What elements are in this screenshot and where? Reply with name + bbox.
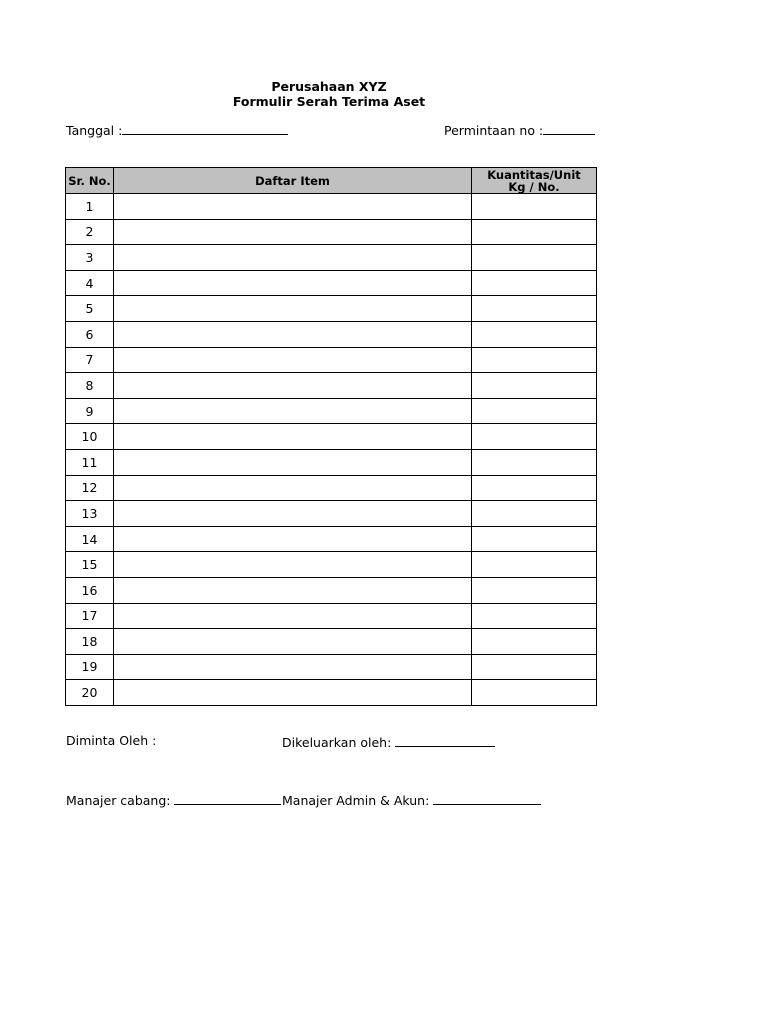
table-row (66, 552, 597, 578)
row-number-cell: 14 (66, 526, 114, 552)
items-table (65, 167, 597, 706)
table-row (66, 526, 597, 552)
item-cell[interactable] (114, 321, 472, 347)
quantity-cell[interactable] (472, 347, 597, 373)
item-cell[interactable] (114, 680, 472, 706)
table-row (66, 449, 597, 475)
request-no-blank-line[interactable] (543, 121, 595, 135)
item-cell[interactable] (114, 475, 472, 501)
row-number-cell: 12 (66, 475, 114, 501)
row-number-cell: 3 (66, 245, 114, 271)
row-number-cell: 2 (66, 219, 114, 245)
quantity-cell[interactable] (472, 245, 597, 271)
row-number-cell: 6 (66, 321, 114, 347)
table-row (66, 629, 597, 655)
item-cell[interactable] (114, 296, 472, 322)
table-row (66, 603, 597, 629)
col-header-sr-no: Sr. No. (66, 168, 114, 194)
row-number-cell: 4 (66, 270, 114, 296)
row-number-cell: 7 (66, 347, 114, 373)
item-cell[interactable] (114, 245, 472, 271)
table-row (66, 373, 597, 399)
item-cell[interactable] (114, 194, 472, 220)
table-row (66, 245, 597, 271)
company-name: Perusahaan XYZ (271, 79, 387, 94)
admin-manager-label: Manajer Admin & Akun: (282, 793, 430, 808)
col-header-quantity (472, 168, 597, 194)
item-cell[interactable] (114, 577, 472, 603)
branch-manager-field (66, 791, 281, 809)
item-cell[interactable] (114, 449, 472, 475)
request-no-label: Permintaan no : (444, 123, 544, 138)
table-row (66, 475, 597, 501)
table-row (66, 347, 597, 373)
quantity-cell[interactable] (472, 373, 597, 399)
quantity-cell[interactable] (472, 296, 597, 322)
request-no-field (444, 121, 595, 139)
item-cell[interactable] (114, 629, 472, 655)
item-cell[interactable] (114, 398, 472, 424)
table-row (66, 398, 597, 424)
item-cell[interactable] (114, 347, 472, 373)
quantity-cell[interactable] (472, 552, 597, 578)
row-number-cell: 20 (66, 680, 114, 706)
table-row (66, 680, 597, 706)
quantity-cell[interactable] (472, 321, 597, 347)
row-number-cell: 10 (66, 424, 114, 450)
issued-by-label: Dikeluarkan oleh: (282, 735, 392, 750)
quantity-cell[interactable] (472, 219, 597, 245)
quantity-cell[interactable] (472, 680, 597, 706)
row-number-cell: 1 (66, 194, 114, 220)
item-cell[interactable] (114, 270, 472, 296)
quantity-cell[interactable] (472, 629, 597, 655)
form-title: Formulir Serah Terima Aset (232, 94, 426, 109)
col-header-quantity-line1: Kuantitas/Unit (487, 167, 581, 182)
col-header-quantity-line2: Kg / No. (508, 179, 560, 194)
row-number-cell: 8 (66, 373, 114, 399)
quantity-cell[interactable] (472, 526, 597, 552)
branch-manager-label: Manajer cabang: (66, 793, 171, 808)
quantity-cell[interactable] (472, 654, 597, 680)
item-cell[interactable] (114, 603, 472, 629)
admin-manager-field (282, 791, 541, 809)
table-row (66, 501, 597, 527)
row-number-cell: 19 (66, 654, 114, 680)
table-row (66, 194, 597, 220)
row-number-cell: 15 (66, 552, 114, 578)
quantity-cell[interactable] (472, 449, 597, 475)
item-cell[interactable] (114, 373, 472, 399)
quantity-cell[interactable] (472, 194, 597, 220)
table-row (66, 424, 597, 450)
quantity-cell[interactable] (472, 501, 597, 527)
issued-by-field (282, 733, 495, 751)
row-number-cell: 18 (66, 629, 114, 655)
col-header-item-list: Daftar Item (114, 168, 472, 194)
row-number-cell: 17 (66, 603, 114, 629)
admin-manager-blank-line[interactable] (433, 791, 541, 805)
quantity-cell[interactable] (472, 424, 597, 450)
quantity-cell[interactable] (472, 398, 597, 424)
quantity-cell[interactable] (472, 270, 597, 296)
item-cell[interactable] (114, 219, 472, 245)
date-blank-line[interactable] (122, 121, 288, 135)
item-cell[interactable] (114, 552, 472, 578)
table-row (66, 270, 597, 296)
table-row (66, 654, 597, 680)
row-number-cell: 13 (66, 501, 114, 527)
branch-manager-blank-line[interactable] (174, 791, 281, 805)
requested-by-field (66, 733, 156, 749)
quantity-cell[interactable] (472, 475, 597, 501)
row-number-cell: 16 (66, 577, 114, 603)
row-number-cell: 5 (66, 296, 114, 322)
date-label: Tanggal : (66, 123, 123, 138)
table-row (66, 321, 597, 347)
table-header-row (66, 168, 597, 194)
table-row (66, 577, 597, 603)
row-number-cell: 11 (66, 449, 114, 475)
item-cell[interactable] (114, 501, 472, 527)
quantity-cell[interactable] (472, 577, 597, 603)
row-number-cell: 9 (66, 398, 114, 424)
table-row (66, 296, 597, 322)
item-cell[interactable] (114, 424, 472, 450)
requested-by-label: Diminta Oleh : (66, 733, 157, 748)
item-cell[interactable] (114, 526, 472, 552)
item-cell[interactable] (114, 654, 472, 680)
table-row (66, 219, 597, 245)
issued-by-blank-line[interactable] (395, 733, 495, 747)
quantity-cell[interactable] (472, 603, 597, 629)
date-field (66, 121, 288, 139)
